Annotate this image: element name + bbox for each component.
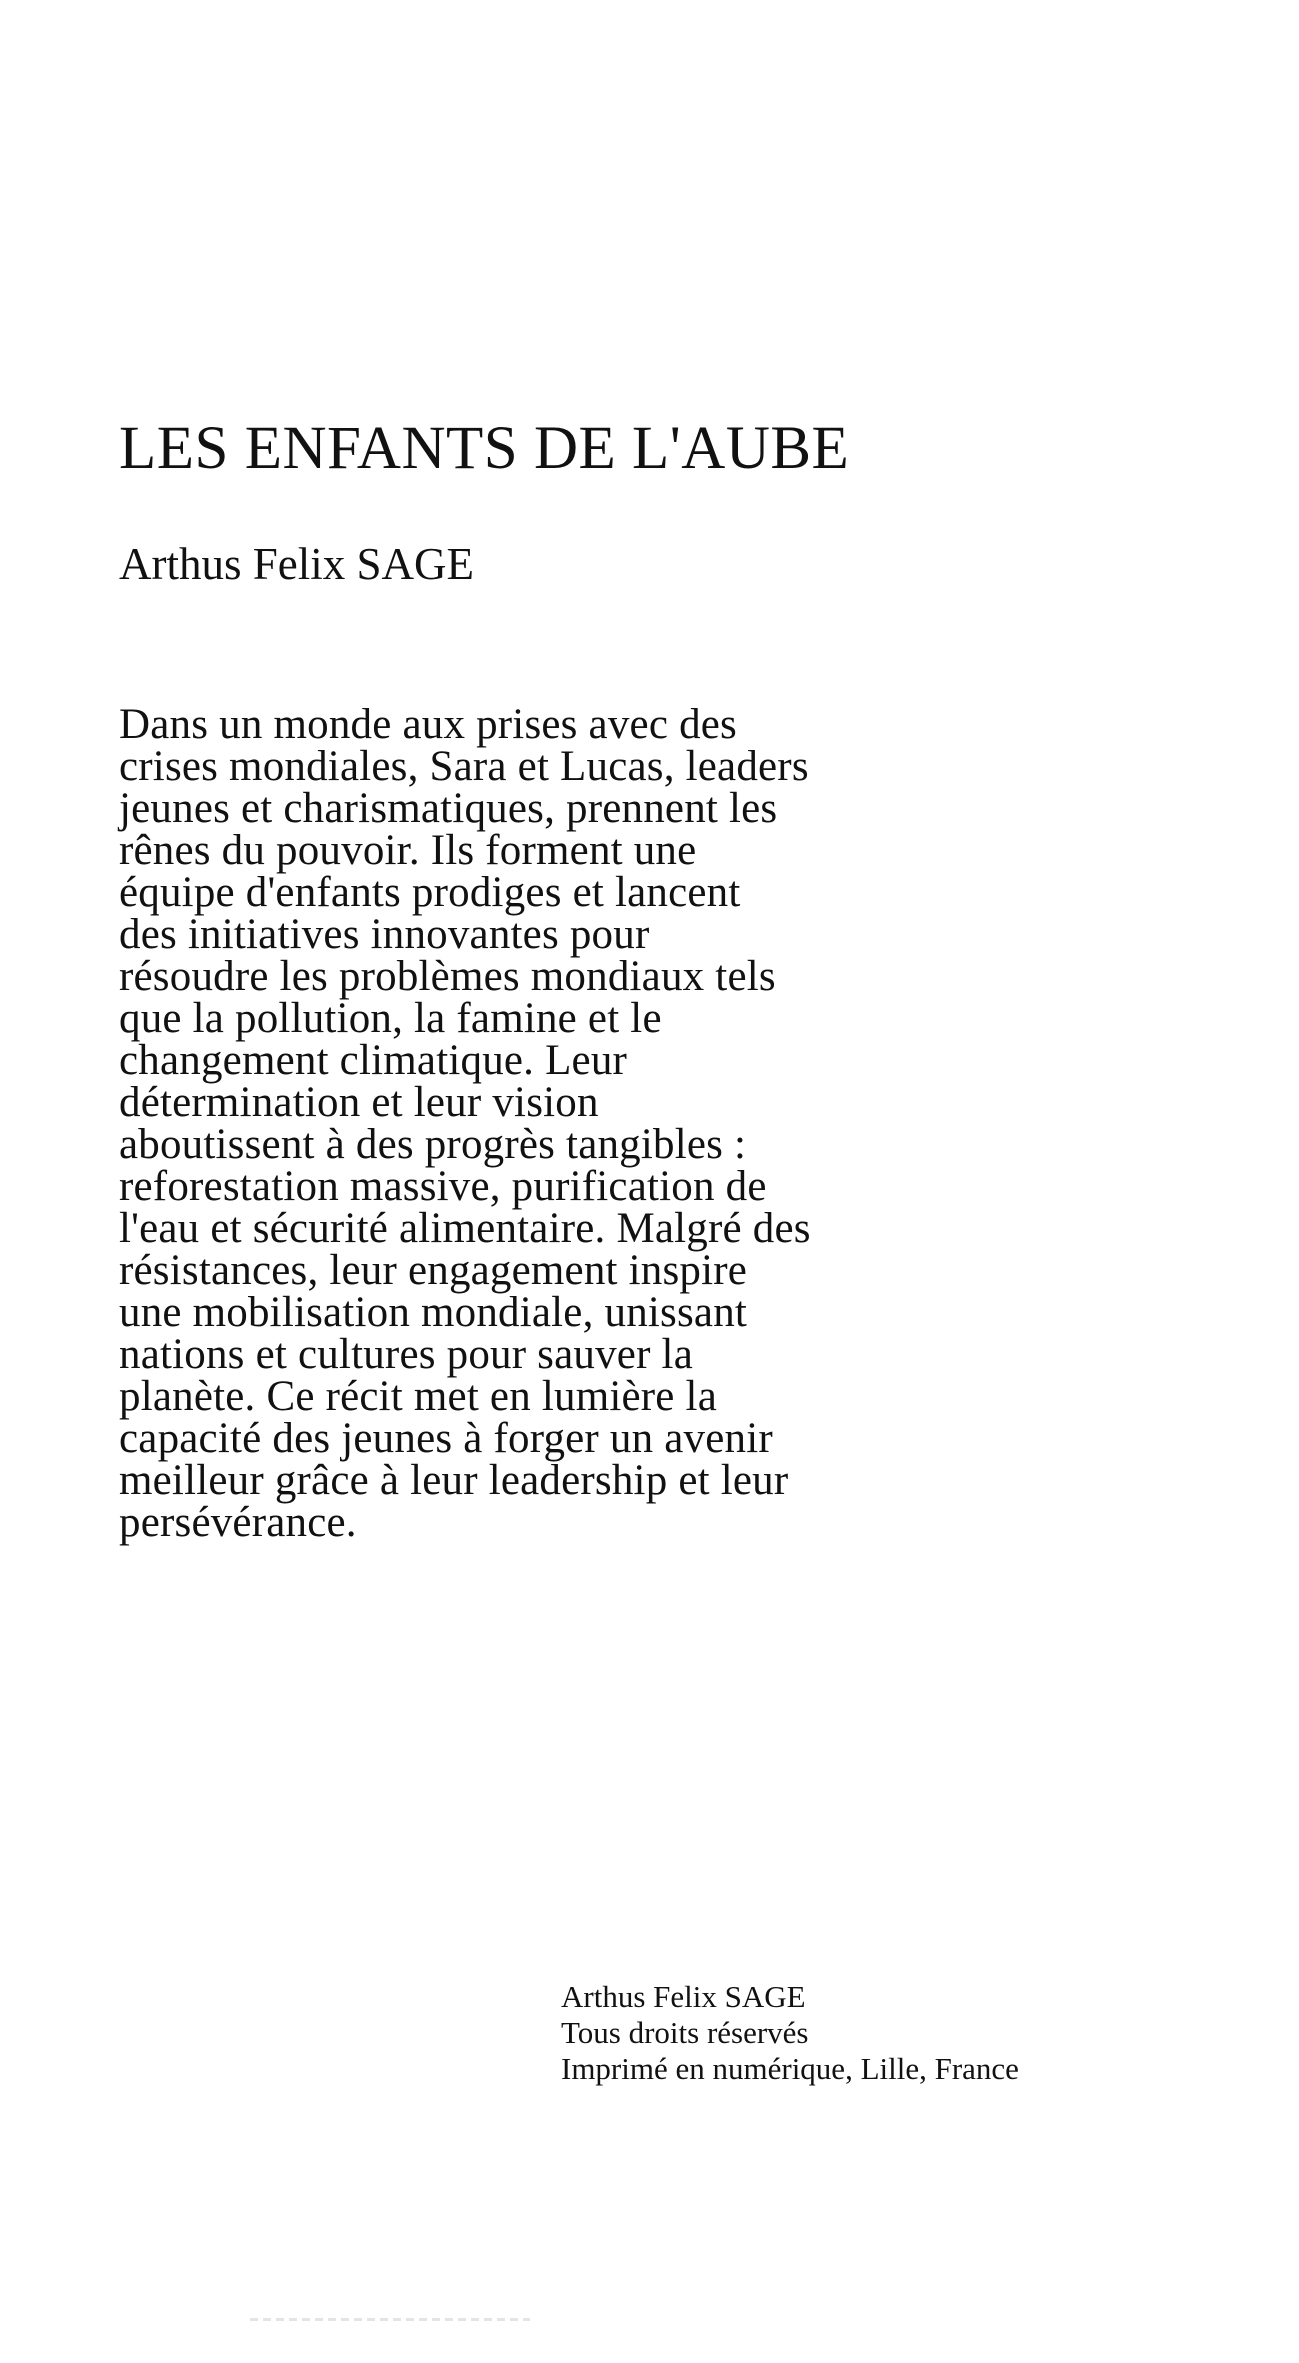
synopsis-paragraph bbox=[119, 701, 999, 1546]
synopsis-line: meilleur grâce à leur leadership et leur bbox=[119, 1457, 789, 1504]
synopsis-line: que la pollution, la famine et le bbox=[119, 995, 662, 1042]
synopsis-line: nations et cultures pour sauver la bbox=[119, 1331, 693, 1378]
book-author: Arthus Felix SAGE bbox=[119, 539, 475, 589]
synopsis-line: détermination et leur vision bbox=[119, 1079, 599, 1126]
synopsis-line: planète. Ce récit met en lumière la bbox=[119, 1373, 717, 1420]
colophon-rights: Tous droits réservés bbox=[561, 2015, 809, 2050]
synopsis-line: résistances, leur engagement inspire bbox=[119, 1247, 748, 1294]
synopsis-line: jeunes et charismatiques, prennent les bbox=[119, 785, 778, 832]
synopsis-line: Dans un monde aux prises avec des bbox=[119, 701, 737, 748]
synopsis-line: aboutissent à des progrès tangibles : bbox=[119, 1121, 747, 1168]
colophon bbox=[561, 1979, 1019, 2087]
footer-faint-mark bbox=[250, 2318, 530, 2321]
synopsis-line: une mobilisation mondiale, unissant bbox=[119, 1289, 748, 1336]
synopsis-line: changement climatique. Leur bbox=[119, 1037, 628, 1084]
colophon-printing: Imprimé en numérique, Lille, France bbox=[561, 2051, 1019, 2086]
synopsis-line: l'eau et sécurité alimentaire. Malgré des bbox=[119, 1205, 811, 1252]
synopsis-line: équipe d'enfants prodiges et lancent bbox=[119, 869, 741, 916]
synopsis-line: crises mondiales, Sara et Lucas, leaders bbox=[119, 743, 809, 790]
synopsis-line: des initiatives innovantes pour bbox=[119, 911, 650, 958]
synopsis-line: résoudre les problèmes mondiaux tels bbox=[119, 953, 776, 1000]
book-title: LES ENFANTS DE L'AUBE bbox=[119, 415, 850, 482]
synopsis-line: rênes du pouvoir. Ils forment une bbox=[119, 827, 697, 874]
synopsis-line: reforestation massive, purification de bbox=[119, 1163, 767, 1210]
synopsis-line: capacité des jeunes à forger un avenir bbox=[119, 1415, 773, 1462]
colophon-author: Arthus Felix SAGE bbox=[561, 1979, 806, 2014]
synopsis-line: persévérance. bbox=[119, 1499, 357, 1546]
